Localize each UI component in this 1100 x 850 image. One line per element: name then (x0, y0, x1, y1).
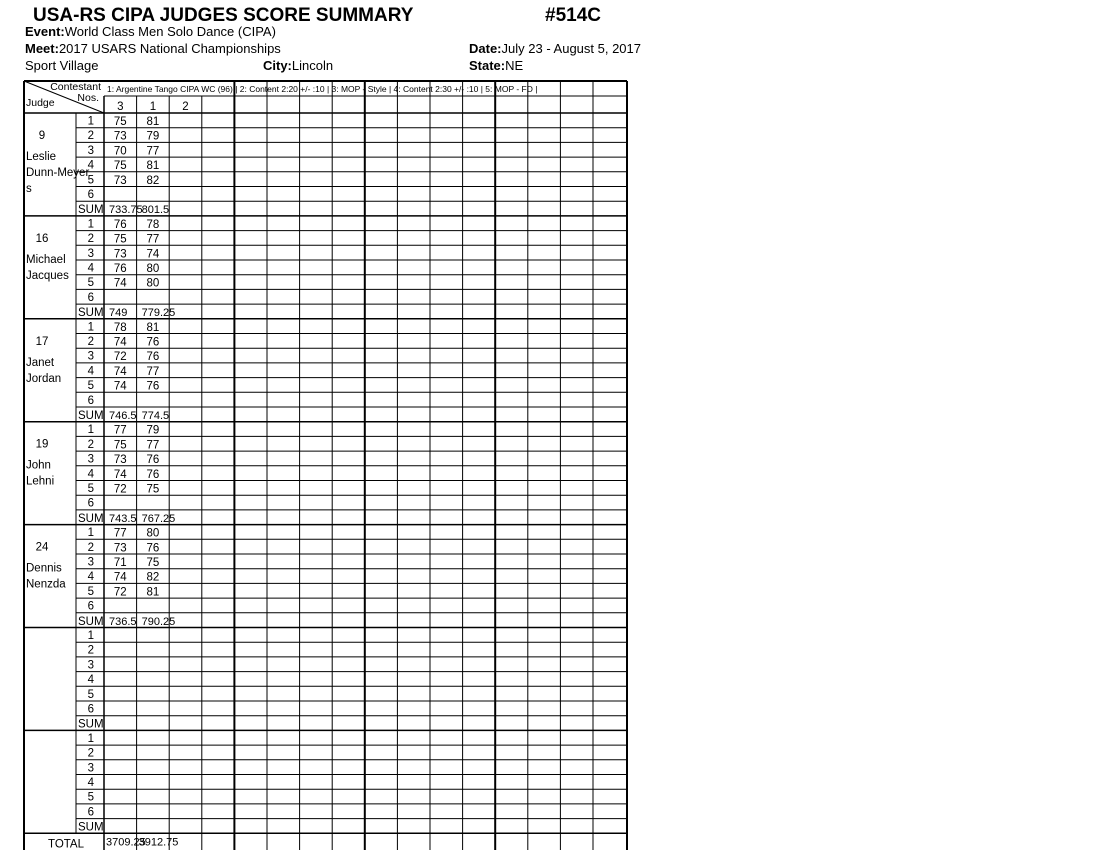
row-label: 6 (87, 703, 94, 716)
row-label: 5 (87, 174, 94, 187)
row-label: 2 (87, 541, 94, 554)
score-cell: 76 (146, 542, 160, 555)
row-label: 1 (87, 321, 94, 334)
score-cell: 71 (113, 557, 127, 569)
sum-cell: 733.75 (109, 204, 143, 217)
row-label: 5 (87, 277, 94, 290)
state-value: NE (505, 58, 524, 73)
score-cell: 77 (113, 527, 127, 540)
sum-label: SUM (78, 615, 104, 628)
score-cell: 76 (146, 468, 160, 481)
row-label: 6 (87, 291, 94, 304)
sum-label: SUM (78, 204, 104, 217)
row-label: 4 (87, 262, 94, 275)
score-cell: 82 (146, 174, 160, 187)
contestant-number: 1 (149, 101, 157, 113)
score-cell: 76 (113, 218, 127, 231)
score-cell: 76 (146, 336, 160, 349)
sum-cell: 801.5 (141, 204, 170, 217)
row-label: 3 (87, 144, 94, 157)
score-cell: 74 (113, 468, 127, 481)
sum-label: SUM (78, 512, 104, 525)
score-cell: 78 (146, 218, 160, 231)
score-cell: 76 (113, 263, 127, 275)
row-label: 1 (87, 115, 94, 128)
row-label: 2 (87, 336, 94, 348)
judge-name-line: Dennis (26, 562, 62, 575)
row-label: 5 (87, 483, 94, 495)
score-cell: 74 (113, 571, 127, 584)
row-label: 2 (87, 747, 94, 760)
city-label: City: (263, 58, 292, 73)
corner-contestant-label: Contestant (50, 81, 101, 93)
score-cell: 73 (113, 454, 127, 467)
judge-name-line: Michael (26, 253, 66, 266)
row-label: 6 (87, 806, 94, 819)
judge-id: 16 (35, 232, 49, 245)
sum-label: SUM (78, 410, 104, 422)
judge-name-line: Jordan (26, 372, 62, 385)
score-cell: 70 (113, 145, 127, 158)
date-label: Date: (469, 41, 502, 56)
date-value: July 23 - August 5, 2017 (501, 41, 641, 56)
row-label: 1 (87, 732, 94, 745)
contestant-number: 3 (117, 101, 124, 113)
judge-name-line: Jacques (26, 269, 69, 282)
sum-label: SUM (78, 718, 104, 731)
components-header: 1: Argentine Tango CIPA WC (96) | 2: Content 2:20 +/- :10 | 3: MOP - Style | 4: Content 2:30 +/- :10 | 5: MOP - FD | (107, 84, 538, 94)
row-label: 1 (87, 424, 94, 437)
sum-label: SUM (78, 821, 104, 834)
row-label: 5 (87, 791, 94, 804)
sum-cell: 774.5 (141, 410, 170, 422)
sum-cell: 779.25 (141, 307, 176, 320)
judge-id: 17 (35, 335, 49, 348)
sum-cell: 749 (109, 307, 128, 320)
score-cell: 77 (113, 424, 127, 437)
row-label: 3 (87, 556, 94, 569)
row-label: 4 (87, 468, 94, 481)
score-cell: 74 (113, 365, 127, 378)
row-label: 4 (87, 777, 94, 789)
row-label: 4 (87, 674, 94, 687)
row-label: 4 (87, 365, 94, 378)
row-label: 3 (87, 350, 94, 363)
score-cell: 75 (113, 233, 127, 246)
score-cell: 75 (113, 439, 127, 452)
score-cell: 76 (146, 351, 160, 364)
score-cell: 72 (113, 351, 127, 364)
judge-name-line: Nenzda (26, 578, 66, 591)
score-cell: 81 (146, 160, 160, 173)
score-cell: 82 (146, 571, 160, 584)
row-label: 6 (87, 600, 94, 613)
score-cell: 75 (113, 116, 127, 128)
score-cell: 80 (146, 263, 160, 275)
corner-nos-label: Nos. (77, 92, 99, 104)
score-cell: 74 (113, 336, 127, 349)
judge-name-line: John (26, 459, 51, 472)
judge-name-line: Dunn-Meyer (26, 167, 90, 179)
contestant-number: 2 (182, 101, 189, 113)
event-label: Event: (25, 24, 65, 39)
row-label: 1 (87, 527, 94, 540)
score-cell: 78 (113, 321, 127, 334)
row-label: 4 (87, 159, 94, 172)
judge-name-line: Lehni (26, 475, 55, 488)
event-value: World Class Men Solo Dance (CIPA) (64, 24, 276, 39)
sheet-number: #514C (545, 5, 601, 26)
row-label: 2 (87, 644, 94, 657)
score-cell: 72 (113, 483, 127, 496)
judge-id: 9 (38, 130, 46, 142)
row-label: 3 (87, 453, 94, 466)
row-label: 2 (87, 130, 94, 143)
score-cell: 80 (146, 527, 160, 540)
score-cell: 73 (113, 542, 127, 555)
row-label: 2 (87, 438, 94, 451)
row-label: 1 (87, 630, 94, 642)
judge-name-line: Leslie (26, 151, 57, 163)
row-label: 3 (87, 762, 94, 775)
sum-cell: 767.25 (141, 512, 176, 525)
row-label: 4 (87, 571, 94, 584)
score-cell: 77 (146, 439, 160, 452)
score-cell: 77 (146, 233, 160, 246)
row-label: 6 (87, 497, 94, 510)
judge-id: 19 (35, 438, 49, 451)
total-cell: 3709.25 (106, 836, 146, 849)
score-cell: 73 (113, 248, 127, 261)
score-cell: 81 (146, 321, 160, 334)
row-label: 3 (87, 247, 94, 260)
score-cell: 80 (146, 277, 160, 290)
score-cell: 74 (146, 248, 160, 261)
score-cell: 77 (146, 365, 160, 378)
row-label: 6 (87, 394, 94, 407)
score-cell: 76 (146, 454, 160, 467)
score-cell: 75 (113, 160, 127, 173)
score-cell: 73 (113, 174, 127, 187)
score-cell: 79 (146, 424, 160, 437)
score-cell: 74 (113, 380, 127, 393)
row-label: 6 (87, 189, 94, 201)
score-cell: 72 (113, 586, 127, 599)
row-label: 1 (87, 218, 94, 231)
score-cell: 75 (146, 483, 160, 496)
row-label: 5 (87, 688, 94, 701)
venue: Sport Village (25, 58, 99, 73)
judge-id: 24 (35, 541, 49, 554)
row-label: 5 (87, 585, 94, 598)
sum-cell: 746.5 (109, 410, 137, 422)
row-label: 5 (87, 380, 94, 393)
corner-judge-label: Judge (26, 97, 55, 109)
score-cell: 79 (146, 130, 160, 143)
total-cell: 3912.75 (138, 836, 179, 849)
score-cell: 73 (113, 130, 127, 143)
sum-cell: 743.5 (109, 512, 137, 525)
score-cell: 74 (113, 277, 127, 290)
score-cell: 76 (146, 380, 160, 393)
city-value: Lincoln (291, 58, 334, 73)
state-label: State: (469, 58, 506, 73)
score-cell: 77 (146, 145, 160, 158)
sum-cell: 790.25 (141, 615, 176, 628)
judge-name-line: s (26, 183, 32, 195)
meet-value: 2017 USARS National Championships (58, 41, 281, 56)
sheet-title: USA-RS CIPA JUDGES SCORE SUMMARY (33, 5, 414, 26)
score-cell: 81 (146, 116, 160, 128)
sum-label: SUM (78, 307, 104, 320)
total-label: TOTAL (48, 838, 84, 850)
score-cell: 75 (146, 557, 160, 569)
judge-name-line: Janet (26, 356, 55, 369)
sum-cell: 736.5 (109, 615, 137, 628)
meet-label: Meet: (25, 41, 59, 56)
row-label: 3 (87, 659, 94, 672)
score-cell: 81 (146, 586, 160, 599)
row-label: 2 (87, 233, 94, 246)
